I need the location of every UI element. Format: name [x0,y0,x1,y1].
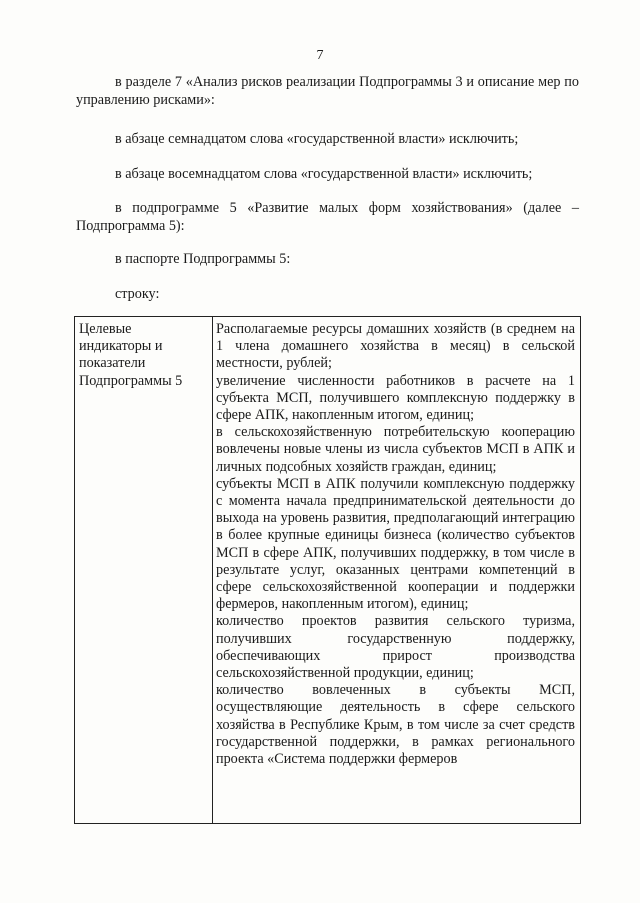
paragraph-abzac-18: в абзаце восемнадцатом слова «государственной власти» исключить; [115,166,533,182]
indicator-item: Располагаемые ресурсы домашних хозяйств (в среднем на 1 члена домашнего хозяйства в месяц) в сельской местности, рублей; [216,321,575,372]
page-number: 7 [316,48,324,63]
left-cell-line [79,338,209,355]
indicator-item: увеличение численности работников в расчете на 1 субъекта МСП, получившего комплексную поддержку в сфере АПК, накопленным итогом, единиц; [216,372,575,424]
indicator-item: количество проектов развития сельского туризма, получивших государственную поддержку, обеспечивающих прирост производства сельскохозяйственной продукции, единиц; [216,613,575,682]
paragraph-subprogram-5: в подпрограмме 5 «Развитие малых форм хозяйствования» (далее – Подпрограмма 5): [76,200,579,234]
table-left-cell [79,321,209,390]
paragraph-stroku: строку: [115,286,160,302]
left-cell-word: индикаторы [79,338,152,355]
paragraph-passport: в паспорте Подпрограммы 5: [115,251,291,267]
table-column-divider [212,317,213,823]
left-cell-line: показатели [79,355,146,372]
left-cell-line: Подпрограммы 5 [79,372,183,389]
indicator-item: количество вовлеченных в субъекты МСП, осуществляющие деятельность в сфере сельского хозяйства в Республике Крым, в том числе за счет средств государственной поддержки, в рамках регионального проекта «Система поддержки фермеров [216,682,575,768]
table-right-cell [216,321,575,768]
paragraph-abzac-17: в абзаце семнадцатом слова «государственной власти» исключить; [115,131,519,147]
left-cell-line: Целевые [79,321,132,337]
paragraph-section-7: в разделе 7 «Анализ рисков реализации Подпрограммы 3 и описание мер по управлению рисками»: [76,74,579,108]
indicator-item: в сельскохозяйственную потребительскую кооперацию вовлечены новые члены из числа субъектов МСП в АПК и личных подсобных хозяйств граждан, единиц; [216,424,575,475]
indicators-table [74,316,581,824]
indicator-item: субъекты МСП в АПК получили комплексную поддержку с момента начала предпринимательской деятельности до выхода на уровень развития, предполагающий интеграцию в более крупные единицы бизнеса (количество субъектов МСП в сфере АПК, получивших поддержку, в том числе в результате услуг, оказанных центрами компетенций в сфере сельскохозяйственной кооперации и поддержки фермеров, накопленным итогом), единиц; [216,475,575,613]
left-cell-word: и [154,338,163,355]
